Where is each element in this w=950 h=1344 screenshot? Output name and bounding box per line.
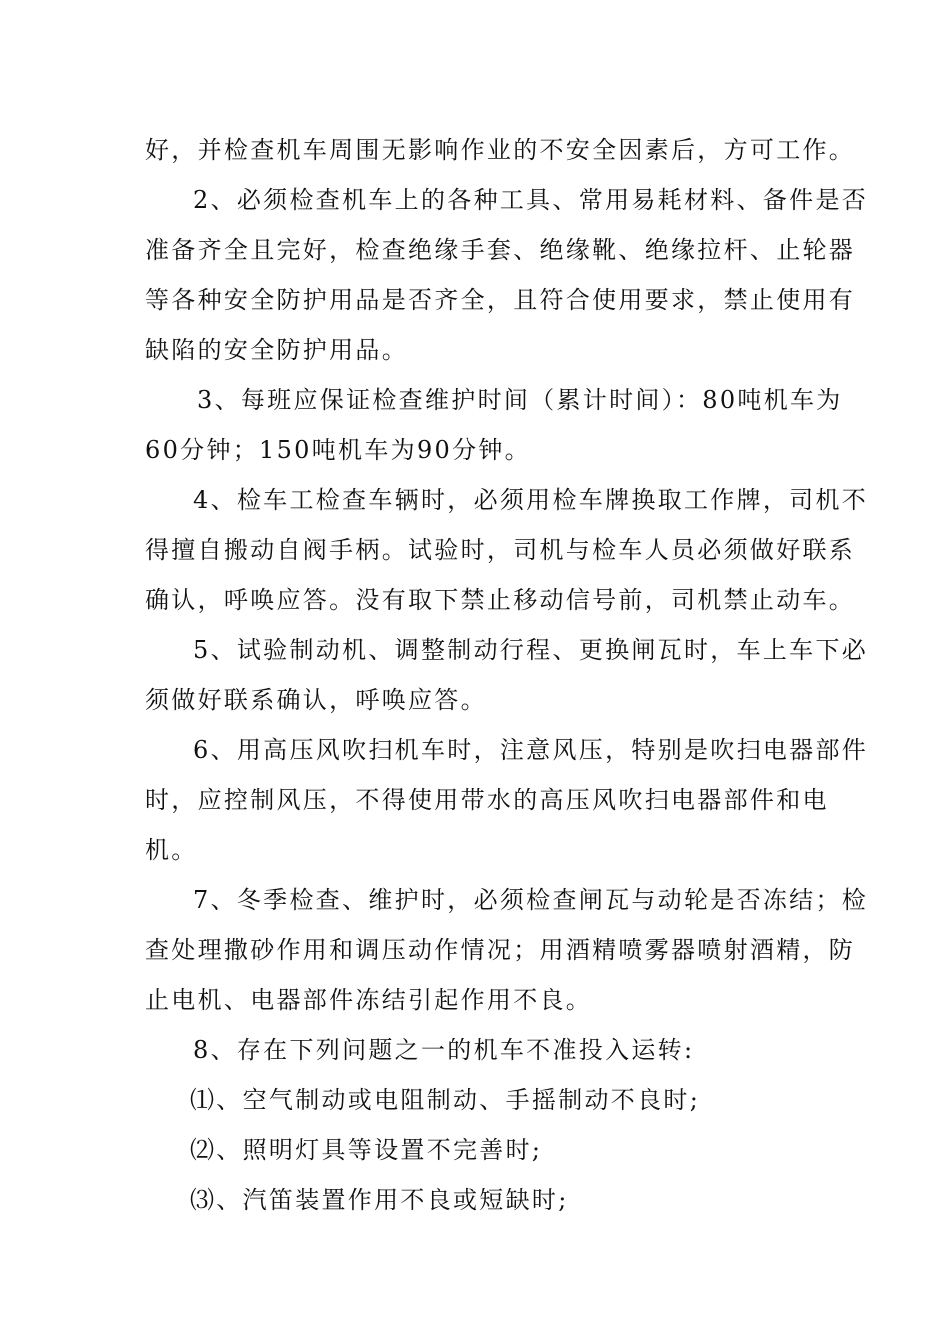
text-line-12: 须做好联系确认，呼唤应答。: [145, 686, 487, 714]
text-line-11: 5、试验制动机、调整制动行程、更换闸瓦时，车上车下必: [193, 636, 869, 664]
text-line-22: ⑶、汽笛装置作用不良或短缺时;: [190, 1186, 569, 1214]
text-line-20: ⑴、空气制动或电阻制动、手摇制动不良时;: [190, 1086, 701, 1114]
text-line-17: 查处理撒砂作用和调压动作情况；用酒精喷雾器喷射酒精，防: [145, 936, 856, 964]
text-line-7: 60分钟；150吨机车为90分钟。: [145, 436, 531, 464]
text-line-2: 2、必须检查机车上的各种工具、常用易耗材料、备件是否: [193, 186, 869, 214]
text-line-16: 7、冬季检查、维护时，必须检查闸瓦与动轮是否冻结；检: [193, 886, 869, 914]
text-line-13: 6、用高压风吹扫机车时，注意风压，特别是吹扫电器部件: [193, 736, 869, 764]
text-line-21: ⑵、照明灯具等设置不完善时;: [190, 1136, 543, 1164]
text-line-18: 止电机、电器部件冻结引起作用不良。: [145, 986, 593, 1014]
text-line-1: 好，并检查机车周围无影响作业的不安全因素后，方可工作。: [145, 136, 856, 164]
text-line-8: 4、检车工检查车辆时，必须用检车牌换取工作牌，司机不: [193, 486, 869, 514]
text-line-4: 等各种安全防护用品是否齐全，且符合使用要求，禁止使用有: [145, 286, 856, 314]
text-line-14: 时，应控制风压，不得使用带水的高压风吹扫电器部件和电: [145, 786, 829, 814]
text-line-15: 机。: [145, 836, 198, 864]
text-line-9: 得擅自搬动自阀手柄。试验时，司机与检车人员必须做好联系: [145, 536, 856, 564]
text-line-6: 3、每班应保证检查维护时间（累计时间）：80吨机车为: [197, 386, 843, 414]
text-line-10: 确认，呼唤应答。没有取下禁止移动信号前，司机禁止动车。: [145, 586, 856, 614]
text-line-3: 准备齐全且完好，检查绝缘手套、绝缘靴、绝缘拉杆、止轮器: [145, 236, 856, 264]
text-line-19: 8、存在下列问题之一的机车不准投入运转:: [193, 1036, 695, 1064]
text-line-5: 缺陷的安全防护用品。: [145, 336, 408, 364]
